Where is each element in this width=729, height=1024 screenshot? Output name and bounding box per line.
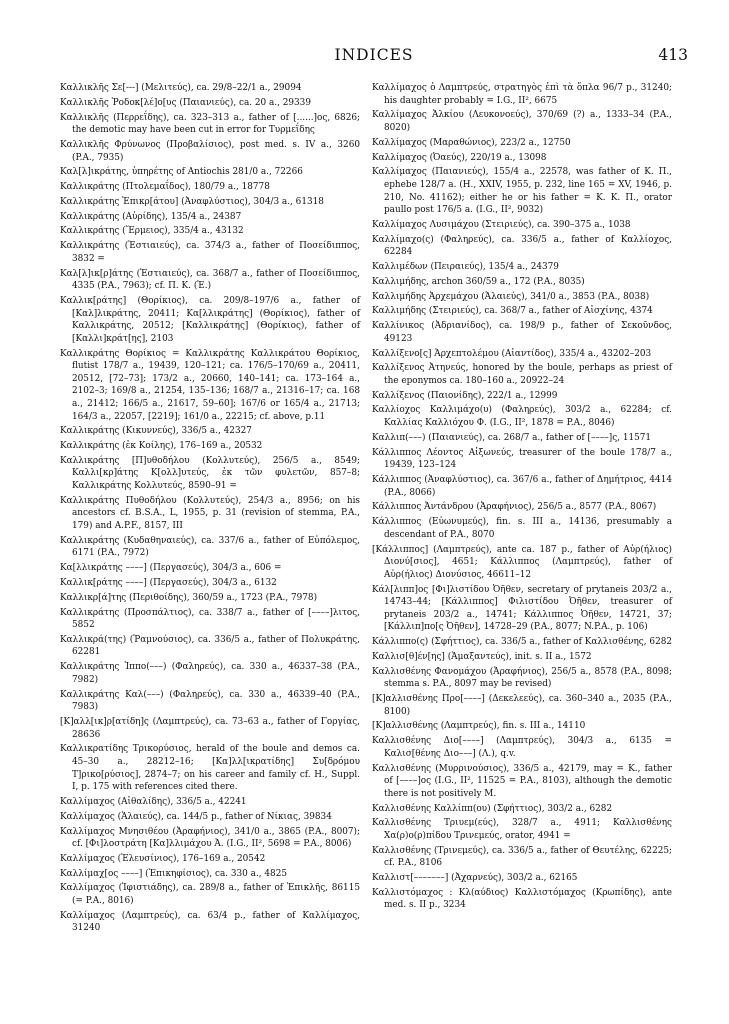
index-entry: Καλλίξενος (Παιονίδης), 222/1 a., 12999 <box>372 390 558 401</box>
index-entry: Κάλλιππος Λέοντος Αἰξωνεύς, treasurer of the boule 178/7 a., 19439, 123–124 <box>372 447 672 471</box>
index-entry: Καλλικ[ράτης ––––] (Περγασεύς), 304/3 a., 6132 <box>60 577 277 588</box>
index-entry: Καλλικράτης (Αὐρίδης), 135/4 a., 24387 <box>60 211 242 222</box>
index-entry: Καλλιμήδης Ἀρχεμάχου (Ἁλαιεύς), 341/0 a., 3853 (P.A., 8038) <box>372 291 650 302</box>
index-entry: Καλλισθένης Φανομάχου (Ἀραφήνιος), 256/5 a., 8578 (P.A., 8098; stemma s. P.A., 8097 may be revised) <box>372 666 672 690</box>
index-entry: Καλλικ[ράτης] (Θορίκιος), ca. 209/8–197/6 a., father of [Καλ]λικράτης, 20411; Κα[λλικράτης] (Θορίκιος), father of Καλλικράτης, 20512; [Καλλικράτης] (Θορίκιος), father of [Καλλι]κράτ[ης], 2103 <box>60 295 360 344</box>
index-entry: Καλλισ[θ]έν[ης] (Ἀμαξαντεύς), init. s. II a., 1572 <box>372 651 592 662</box>
index-entry: Καλλίμαχος (Μαραθώνιος), 223/2 a., 12750 <box>372 137 571 148</box>
index-entry: Καλλίμαχος Μνησιθέου (Ἀραφήνιος), 341/0 a., 3865 (P.A., 8007); cf. [Φι]λοστράτη [Κα]λλιμάχου Ἀ. (I.G., II², 5698 = P.A., 8006) <box>60 826 360 850</box>
index-entry: Καλλιπ(–––) (Παιανιεύς), ca. 268/7 a., father of [––––]ς, 11571 <box>372 432 652 443</box>
index-entry: Καλλίμαχος ὁ Λαμπτρεύς, στρατηγὸς ἐπὶ τὰ ὅπλα 96/7 p., 31240; his daughter probably = I.G., II², 6675 <box>372 83 672 106</box>
index-entry: [Κάλλιππος] (Λαμπτρεύς), ante ca. 187 p., father of Αὐρ(ήλιος) Διονύ[σιος], 4651; Κάλλιππος (Λαμπτρεύς), father of Αὐρ(ήλιος) Διονύσιος, 46611–12 <box>372 544 672 580</box>
index-entry: Καλ[λ]ικ[ρ]άτης (Ἑστιαιεύς), ca. 368/7 a., father of Ποσείδιππος, 4335 (P.A., 7963); cf. Π. Κ. (Ἑ.) <box>60 268 360 292</box>
index-entry: Κάλ[λιππ]ος [Φι]λιστίδου Ὀῆθεν, secretary of prytaneis 203/2 a., 14743–44; [Κάλλιππος] Φιλιστίδου Ὀῆθεν, treasurer of prytaneis 203/2 a., 14741; Κάλλιππος Ὀῆθεν, 14721, 37; [Κάλλιπ]πο[ς Ὀῆθεν], 14728–29 (P.A., 8077; N.P.A., p. 106) <box>372 584 672 633</box>
index-entry: Κάλλιππος Ἀντάνδρου (Ἀραφήνιος), 256/5 a., 8577 (P.A., 8067) <box>372 502 657 513</box>
index-entry: Καλλίμαχος (Ἁλαιεύς), ca. 144/5 p., father of Νίκιας, 39834 <box>60 811 332 822</box>
index-entry: Καλλισθένης Διο[––––] (Λαμπτρεύς), 304/3 a., 6135 = Καλισ[θένης Διο–––] (Λ.), q.v. <box>372 736 672 759</box>
index-entry: Καλλιστόμαχος : Κλ(αύδιος) Καλλιστόμαχος (Κρωπίδης), ante med. s. II p., 3234 <box>372 887 672 911</box>
index-entry: Καλλιμέδων (Πειραιεύς), 135/4 a., 24379 <box>372 262 559 273</box>
index-entry: Καλλίμαχ[ος ––––] (Ἐπικηφίσιος), ca. 330 a., 4825 <box>60 868 287 879</box>
index-entry: Καλλικλῆς Ῥοδοκ[λέ]ο[υς (Παιανιεύς), ca. 20 a., 29339 <box>60 97 311 108</box>
index-entry: Καλλικλῆς Σε[---] (Μελιτεύς), ca. 29/8–22/1 a., 29094 <box>60 83 302 93</box>
index-entry: Καλλικράτης Ἱππο(–––) (Φαληρεύς), ca. 330 a., 46337–38 (P.A., 7982) <box>60 662 360 685</box>
index-entry: Καλλικράτης (Πτολεμαΐδος), 180/79 a., 18778 <box>60 182 270 193</box>
index-entry: Καλλικράτης [Π]υθοδήλου (Κολλυτεύς), 256/5 a., 8549; Καλλι[κρ]άτης Κ[ολλ]υτεύς, ἐκ τῶν φυλετῶν, 857–8; Καλλικράτης Κολλυτεύς, 8590–91 = <box>60 455 360 492</box>
index-entry: Κάλλιππος (Ἀναφλύστιος), ca. 367/6 a., father of Δημήτριος, 4414 (P.A., 8066) <box>372 475 672 498</box>
index-entry: Καλλίμαχος (Ἰφιστιάδης), ca. 289/8 a., father of Ἐπικλῆς, 86115 (= P.A., 8016) <box>60 883 360 907</box>
index-entry: Καλλικράτης (Κικυννεύς), 336/5 a., 42327 <box>60 426 252 437</box>
index-entry: Κα[λλικράτης ––––] (Περγασεύς), 304/3 a., 606 = <box>60 563 282 574</box>
index-entry: Καλ[λ]ικράτης, ὑπηρέτης of Antiochis 281/0 a., 72266 <box>60 167 303 178</box>
index-entry: Καλλικρά(της) (Ῥαμνούσιος), ca. 336/5 a., father of Πολυκράτης, 62281 <box>60 634 360 658</box>
index-entry: [Κ]αλλ[ικ]ρ[ατίδη]ς (Λαμπτρεύς), ca. 73–63 a., father of Γοργίας, 28636 <box>60 717 360 740</box>
index-entry: Καλλίμαχος Ἀλκίου (Λευκονοεύς), 370/69 (?) a., 1333–34 (P.A., 8020) <box>372 110 672 133</box>
index-entry: Καλλιστ[–––––––] (Ἀχαρνεύς), 303/2 a., 62165 <box>372 873 578 884</box>
index-entry: [Κ]αλλισθένης Προ[––––] (Δεκελεεύς), ca. 360–340 a., 2035 (P.A., 8100) <box>372 694 672 717</box>
index-entry: Κάλλιππος (Εὐωνυμεύς), fin. s. III a., 14136, presumably a descendant of P.A., 8070 <box>372 517 672 540</box>
index-entry: Καλλικλῆς (Περρεΐδης), ca. 323–313 a., father of [......]ος, 6826; the demotic may have been cut in error for Τυρμεΐδης <box>60 112 360 136</box>
index-entry: Καλλιμήδης, archon 360/59 a., 172 (P.A., 8035) <box>372 276 585 287</box>
index-column-right <box>372 82 672 914</box>
index-column-left <box>60 82 360 937</box>
index-entry: Καλλίοχος Καλλιμάχο(υ) (Φαληρεύς), 303/2 a., 62284; cf. Καλλίας Καλλιόχου Φ. (I.G., II², 1878 = P.A., 8046) <box>372 405 672 429</box>
index-entry: Καλλισθένης (Μυρρινούσιος), 336/5 a., 42179, may = Κ., father of [––––]ος (I.G., II², 11525 = P.A., 8103), although the demotic there is not positively M. <box>372 763 672 799</box>
index-entry: Καλλικλῆς Φρύνωνος (Προβαλίσιος), post med. s. IV a., 3260 (P.A., 7935) <box>60 139 360 163</box>
index-entry: Καλλικράτης (Κυδαθηναιεύς), ca. 337/6 a., father of Εὐπόλεμος, 6171 (P.A., 7972) <box>60 535 360 559</box>
index-entry: Καλλίξενο[ς] Ἀρχεπτολέμου (Αἰαντίδος), 335/4 a., 43202–203 <box>372 348 652 359</box>
index-entry: Καλλίμαχο(ς) (Φαληρεύς), ca. 336/5 a., father of Καλλίοχος, 62284 <box>372 234 672 258</box>
index-entry: Καλλισθένης Τριυεμ(εύς), 328/7 a., 4911; Καλλισθένης Χα(ρ)ο(ρ)πίδου Τρινεμεύς, orator, 4941 = <box>372 818 672 841</box>
index-entry: Καλλικρατίδης Τρικορύσιος, herald of the boule and demos ca. 45–30 a., 28212–16; [Κα]λλ[ικρατίδης] Συ[δρόμου Τ]ρικο[ρύσιος], 2874–7; on his career and family cf. H., Suppl. I, p. 175 with references cited there. <box>60 744 360 793</box>
index-entry: Καλλίμαχος (Λαμπτρεύς), ca. 63/4 p., father of Καλλίμαχος, 31240 <box>60 910 360 934</box>
index-entry: Καλλίμαχος (Αἰθαλίδης), 336/5 a., 42241 <box>60 796 247 807</box>
index-entry: Καλλίμαχος (Παιανιεύς), 155/4 a., 22578, was father of Κ. Π., ephebe 128/7 a. (H., XXIV, 1955, p. 232, line 165 = XV, 1946, p. 210, No. 41162); either he or his father = Κ. Κ. Π., orator paullo post 176/5 a. (I.G., II², 9032) <box>372 167 672 216</box>
running-header <box>60 46 688 72</box>
index-entry: Καλλικράτης (Προσπάλτιος), ca. 338/7 a., father of [––––]λιτος, 5852 <box>60 607 360 631</box>
index-entry: Καλλικράτης (ἐκ Κοίλης), 176–169 a., 20532 <box>60 441 263 452</box>
index-entry: Καλλικράτης Θορίκιος = Καλλικράτης Καλλικράτου Θορίκιος, flutist 178/7 a., 19439, 120–121; ca. 176/5–170/69 a., 20411, 20512, [72–73]; 173/2 a., 20660, 140–141; ca. 173–164 a., 2102–3; 169/8 a., 21254, 135–136; 168/7 a., 21316–17; ca. 168 a., 21412; 166/5 a., 21617, 59–60]; 167/6 or 165/4 a., 21713; 164/3 a., 22057, [2219]; 161/0 a., 22215; cf. above, p.11 <box>60 348 360 422</box>
index-entry: [Κ]αλλισθένης (Λαμπτρεύς), fin. s. III a., 14110 <box>372 721 586 732</box>
index-entry: Καλλίμαχος Λυσιμάχου (Στειριεύς), ca. 390–375 a., 1038 <box>372 219 631 230</box>
index-entry: Καλλίμαχος (Ὀαεύς), 220/19 a., 13098 <box>372 152 547 163</box>
index-entry: Καλλισθένης Καλλίππ(ου) (Σφήττιος), 303/2 a., 6282 <box>372 803 613 814</box>
index-entry: Καλλικρ[ά]της (Περιθοίδης), 360/59 a., 1723 (P.A., 7978) <box>60 592 318 603</box>
index-entry: Καλλίμαχος (Ἐλευσίνιος), 176–169 a., 20542 <box>60 853 266 864</box>
index-entry: Καλλίνικος (Ἀδριανίδος), ca. 198/9 p., father of Σεκοῦνδος, 49123 <box>372 321 672 344</box>
index-entry: Καλλικράτης (Ἕρμειος), 335/4 a., 43132 <box>60 226 244 237</box>
index-entry: Καλλίξενος Ἀτηνεύς, honored by the boule, perhaps as priest of the eponymos ca. 180–160 a., 20922–24 <box>372 363 672 386</box>
index-entry: Καλλικράτης (Ἑστιαιεύς), ca. 374/3 a., father of Ποσείδιππος, 3832 = <box>60 241 360 264</box>
index-entry: Καλλικράτης Ἐπικρ[άτου] (Ἀναφλύστιος), 304/3 a., 61318 <box>60 196 324 207</box>
index-entry: Καλλικράτης Καλ(–––) (Φαληρεύς), ca. 330 a., 46339–40 (P.A., 7983) <box>60 689 360 713</box>
index-entry: Κάλλιππο(ς) (Σφήττιος), ca. 336/5 a., father of Καλλισθένης, 6282 <box>372 637 673 648</box>
index-entry: Καλλισθένης (Τρινεμεύς), ca. 336/5 a., father of Θευτέλης, 62225; cf. P.A., 8106 <box>372 845 672 869</box>
index-entry: Καλλικράτης Πυθοδήλου (Κολλυτεύς), 254/3 a., 8956; on his ancestors cf. B.S.A., L, 1955, p. 31 (revision of stemma, P.A., 179) and A.P.F., 8157, III <box>60 495 360 531</box>
index-entry: Καλλιμήδης (Στειριεύς), ca. 368/7 a., father of Αἰσχίνης, 4374 <box>372 306 653 317</box>
running-title: INDICES <box>334 46 414 64</box>
page-number: 413 <box>658 46 688 64</box>
